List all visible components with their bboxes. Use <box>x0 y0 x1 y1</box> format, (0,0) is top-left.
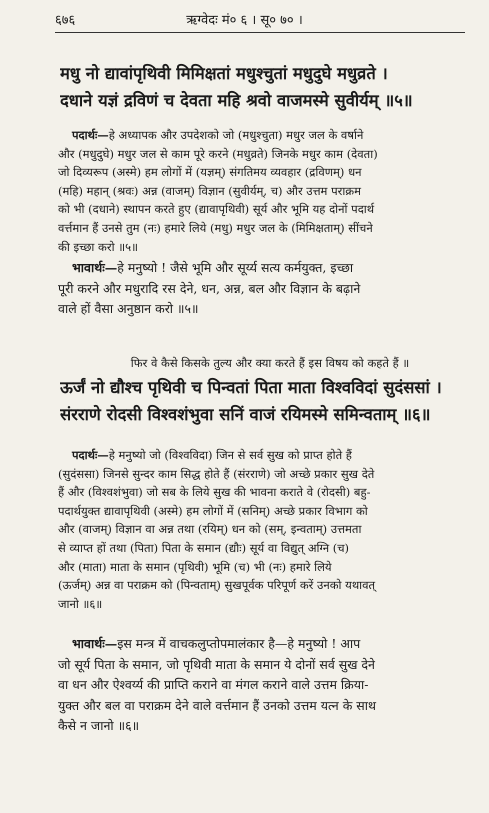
page-number: ६७६ <box>55 13 76 28</box>
bhavartha-5 <box>58 258 482 320</box>
bhavartha-6-line-3: वा धन और ऐश्वर्य्य की प्राप्ति कराने वा मंगल कराने वाले उत्तम क्रिया- <box>58 677 369 692</box>
padartha-5-line-1: पदार्थः—हे अध्यापक और उपदेशको जो (मधुश्चुता) मधुर जल के वर्षाने <box>72 128 364 142</box>
mantra-5 <box>60 60 485 114</box>
bhavartha-6 <box>58 634 482 737</box>
padartha-6-line-7: और (माता) माता के समान (पृथिवी) भूमि (च) भी (नः) हमारे लिये <box>58 559 332 574</box>
padartha-6-line-1: पदार्थः—हे मनुष्यो जो (विश्वविदा) जिन से सर्व सुख को प्राप्त होते हैं <box>72 448 352 462</box>
bhavartha-5-line-3: वाले हों वैसा अनुष्ठान करो ॥५॥ <box>58 301 199 316</box>
running-title: ऋग्वेदः मं० ६ । सू० ७० । <box>186 13 303 28</box>
bhavartha-6-line-2: जो सूर्य पिता के समान, जो पृथिवी माता के समान ये दोनों सर्व सुख देने <box>58 656 375 672</box>
padartha-6-line-8: (ऊर्जम्) अन्न वा पराक्रम को (पिन्वताम्) सुखपूर्वक परिपूर्ण करें उनको यथावत् <box>58 578 376 593</box>
padartha-5-line-5: को भी (दधाने) स्थापन करते हुए (द्यावापृथिवी) सूर्य और भूमि यह दोनों पदार्थ <box>58 202 375 217</box>
padartha-6-line-6: से व्याप्त हों तथा (पिता) पिता के समान (द्यौः) सूर्य वा विद्युत् अग्नि (च) <box>58 540 350 555</box>
padartha-6-line-9: जानो ॥६॥ <box>58 596 103 611</box>
bhavartha-6-line-4: युक्त और बल वा पराक्रम देने वाले वर्त्तमान हैं उनको उत्तम यत्न के साथ <box>58 697 376 713</box>
mantra-6 <box>60 374 485 428</box>
padartha-5-line-4: (महि) महान् (श्रवः) अन्न (वाजम्) विज्ञान (सुवीर्यम्, च) और उत्तम पराक्रम <box>58 183 362 198</box>
padartha-6-line-2: (सुदंससा) जिनसे सुन्दर काम सिद्ध होते हैं (संरराणे) जो अच्छे प्रकार सुख देते <box>58 466 375 481</box>
padartha-5-line-3: जो दिव्यरूप (अस्मे) हम लोगों में (यज्ञम्) संगतिमय व्यवहार (द्रविणम्) धन <box>58 165 362 180</box>
padartha-5 <box>58 126 482 256</box>
header-rule <box>55 32 465 33</box>
bhavartha-6-line-5: कैसे न जानो ॥६॥ <box>58 718 140 733</box>
padartha-6-line-4: पदार्थयुक्त द्यावापृथिवी (अस्मे) हम लोगों में (सनिम्) अच्छे प्रकार विभाग को <box>58 503 368 518</box>
padartha-5-line-6: वर्त्तमान हैं उनसे तुम (नः) हमारे लिये (मधु) मधुर जल के (मिमिक्षताम्) सींचने <box>58 220 373 235</box>
padartha-6-line-3: हैं और (विश्वशंभुवा) जो सब के लिये सुख की भावना कराते वे (रोदसी) बहु- <box>58 485 371 500</box>
bhavartha-5-line-2: पूरी करने और मधुरादि रस देने, धन, अन्न, बल और विज्ञान के बढ़ाने <box>58 280 361 296</box>
padartha-5-line-2: और (मधुदुघे) मधुर जल से काम पूरे करने (मधुव्रते) जिनके मधुर काम (देवता) <box>58 146 378 161</box>
mantra-6-line-2: संरराणे रोदसी विश्वशंभुवा सनिं वाजं रयिमस्मे समिन्वताम् ॥६॥ <box>60 405 431 424</box>
mantra-5-line-2: दधाने यज्ञं द्रविणं च देवता महि श्रवो वाजमस्मे सुवीर्यम् ॥५॥ <box>60 91 413 110</box>
mantra-6-intro: फिर वे कैसे किसके तुल्य और क्या करते हैं इस विषय को कहते हैं ॥ <box>130 356 410 370</box>
bhavartha-6-label: भावार्थः— <box>72 636 118 651</box>
page-header <box>55 8 434 32</box>
mantra-5-line-1: मधु नो द्यावांपृथिवी मिमिक्षतां मधुश्चुतां मधुदुघे मधुव्रते । <box>60 64 388 83</box>
padartha-6 <box>58 446 482 613</box>
mantra-6-line-1: ऊर्जं नो द्यौश्च पृथिवी च पिन्वतां पिता माता विश्वविदां सुदंससां । <box>60 378 442 397</box>
padartha-6-label: पदार्थः— <box>72 448 109 462</box>
padartha-5-line-7: की इच्छा करो ॥५॥ <box>58 239 138 254</box>
padartha-5-label: पदार्थः— <box>72 128 109 142</box>
bhavartha-5-label: भावार्थः— <box>72 260 118 275</box>
bhavartha-5-line-1: भावार्थः—हे मनुष्यो ! जैसे भूमि और सूर्य्य सत्य कर्मयुक्त, इच्छा <box>72 260 354 275</box>
bhavartha-6-line-1: भावार्थः—इस मन्त्र में वाचकलुप्तोपमालंकार है—हे मनुष्यो ! आप <box>72 636 361 651</box>
padartha-6-line-5: और (वाजम्) विज्ञान वा अन्न तथा (रयिम्) धन को (सम्, इन्वताम्) उत्तमता <box>58 522 362 537</box>
